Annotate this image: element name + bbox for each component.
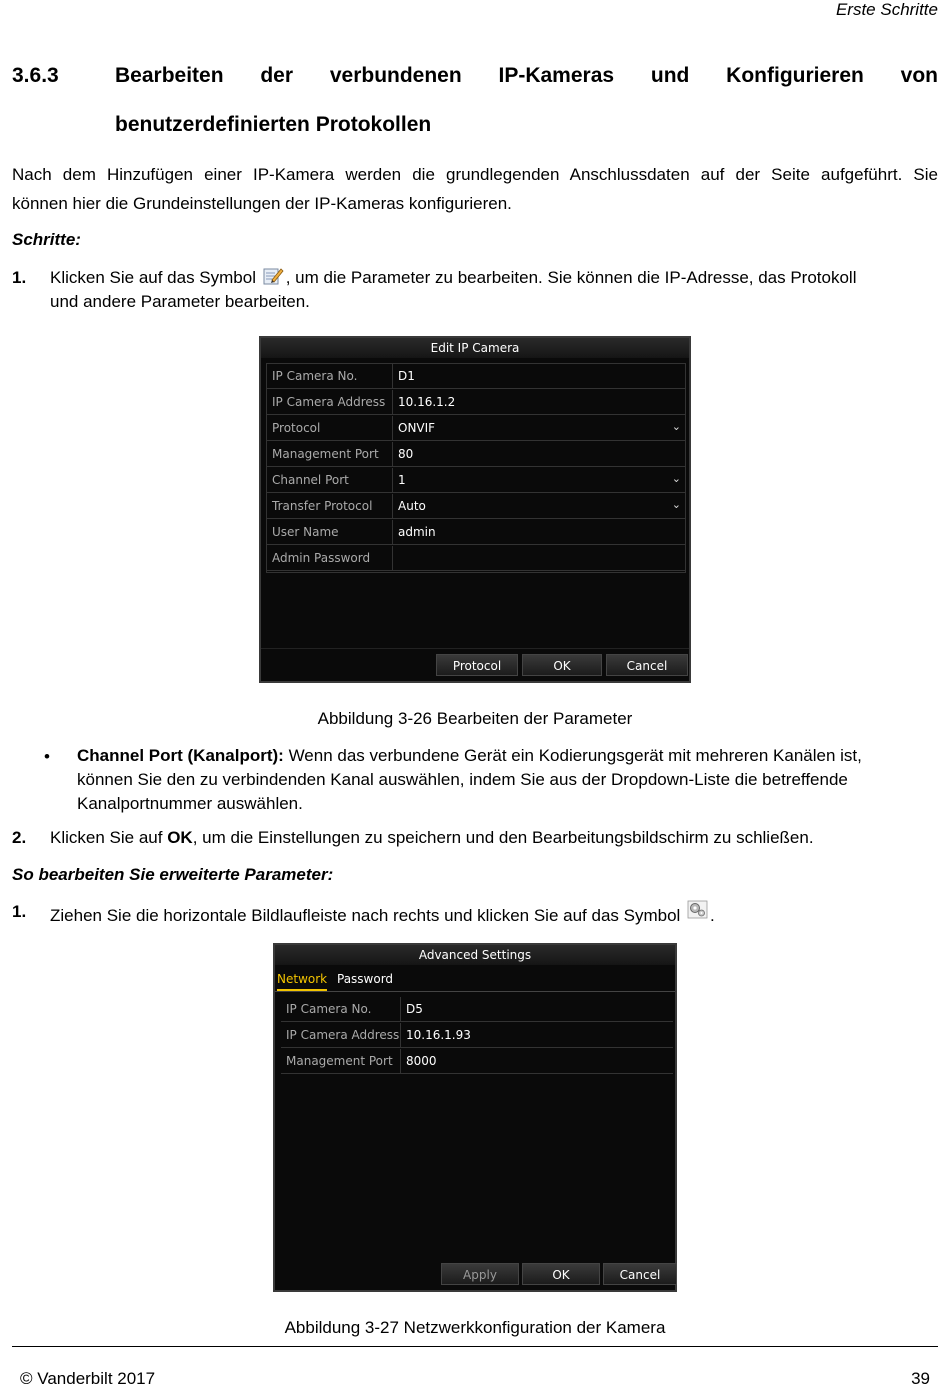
field-input[interactable]: admin <box>398 525 436 539</box>
field-select[interactable]: ONVIF <box>398 421 436 435</box>
field-input[interactable]: 10.16.1.93 <box>406 1028 471 1042</box>
page-number: 39 <box>911 1369 930 1388</box>
field-row <box>267 520 685 545</box>
field-input[interactable]: 8000 <box>406 1054 437 1068</box>
advanced-heading: So bearbeiten Sie erweiterte Parameter: <box>12 865 334 884</box>
adv-step1-text <box>50 900 938 928</box>
advanced-settings-dialog <box>273 943 677 1292</box>
footer-copyright: © Vanderbilt 2017 <box>20 1369 156 1388</box>
chevron-down-icon[interactable]: ⌄ <box>671 472 681 485</box>
tab-divider <box>275 991 675 992</box>
field-row <box>267 468 685 493</box>
dialog-title: Advanced Settings <box>275 945 675 965</box>
field-select[interactable]: Auto <box>398 499 426 513</box>
bullet-bold: Channel Port (Kanalport): <box>77 746 284 765</box>
field-row <box>267 364 685 389</box>
field-row <box>267 546 685 571</box>
tab-network[interactable]: Network <box>277 969 327 991</box>
field-input[interactable]: 10.16.1.2 <box>398 395 456 409</box>
chevron-down-icon[interactable]: ⌄ <box>671 420 681 433</box>
field-row <box>267 416 685 441</box>
field-label: Admin Password <box>267 546 393 570</box>
section-number: 3.6.3 <box>12 64 59 87</box>
edit-ip-camera-dialog <box>259 336 691 683</box>
step1-number: 1. <box>12 268 27 287</box>
cancel-button[interactable]: Cancel <box>603 1263 677 1285</box>
field-label: IP Camera Address <box>267 390 393 414</box>
field-label: IP Camera No. <box>267 364 393 388</box>
field-label: Transfer Protocol <box>267 494 393 518</box>
field-label: User Name <box>267 520 393 544</box>
field-row <box>281 1023 673 1048</box>
step2-before: Klicken Sie auf <box>50 828 168 847</box>
step2-bold: OK <box>167 828 193 847</box>
field-label: Protocol <box>267 416 393 440</box>
settings-icon <box>687 900 708 919</box>
field-input[interactable]: 80 <box>398 447 414 461</box>
field-input[interactable]: D5 <box>406 1002 423 1016</box>
step1-text-after: , um die Parameter zu bearbeiten. Sie können die IP-Adresse, das Protokoll <box>285 268 857 287</box>
adv-step1-text-main: Ziehen Sie die horizontale Bildlaufleiste nach rechts und klicken Sie auf das Symbol <box>50 906 681 925</box>
adv-step1-after: . <box>710 906 715 925</box>
edit-icon <box>263 266 284 285</box>
figure-caption-1: Abbildung 3-26 Bearbeiten der Parameter <box>317 709 633 728</box>
field-input[interactable]: D1 <box>398 369 415 383</box>
field-label: Management Port <box>281 1049 401 1073</box>
step1-text-before: Klicken Sie auf das Symbol <box>50 268 256 287</box>
field-row <box>281 997 673 1022</box>
field-row <box>267 494 685 519</box>
field-select[interactable]: 1 <box>398 473 406 487</box>
dialog-title: Edit IP Camera <box>261 338 689 358</box>
step1-line2: und andere Parameter bearbeiten. <box>50 292 310 311</box>
step2-text <box>50 826 938 850</box>
field-row <box>267 390 685 415</box>
section-title-line2: benutzerdefinierten Protokollen <box>115 113 432 136</box>
intro-line1: Nach dem Hinzufügen einer IP-Kamera werden die grundlegenden Anschlussdaten auf der Seite aufgeführt. Sie <box>12 165 938 184</box>
bullet-text <box>77 744 938 816</box>
figure-caption-2: Abbildung 3-27 Netzwerkkonfiguration der Kamera <box>284 1318 666 1337</box>
field-label: IP Camera Address <box>281 1023 401 1047</box>
step2-number: 2. <box>12 828 27 847</box>
bullet-line2: können Sie den zu verbindenden Kanal auswählen, indem Sie aus der Dropdown-Liste die betreffende <box>77 770 848 789</box>
field-row <box>267 442 685 467</box>
bullet-line1: Wenn das verbundene Gerät ein Kodierungsgerät mit mehreren Kanälen ist, <box>283 746 862 765</box>
divider <box>261 648 689 649</box>
steps-heading: Schritte: <box>12 230 81 249</box>
field-label: IP Camera No. <box>281 997 401 1021</box>
field-input[interactable] <box>393 546 685 570</box>
adv-step1-number: 1. <box>12 902 27 921</box>
chevron-down-icon[interactable]: ⌄ <box>671 498 681 511</box>
section-title-line1: Bearbeiten der verbundenen IP-Kameras und Konfigurieren von <box>115 64 938 87</box>
bullet-line3: Kanalportnummer auswählen. <box>77 794 303 813</box>
cancel-button[interactable]: Cancel <box>606 654 688 676</box>
step1-text <box>50 266 938 314</box>
ok-button[interactable]: OK <box>522 654 602 676</box>
field-label: Management Port <box>267 442 393 466</box>
ok-button[interactable]: OK <box>522 1263 600 1285</box>
field-label: Channel Port <box>267 468 393 492</box>
step2-after: , um die Einstellungen zu speichern und den Bearbeitungsbildschirm zu schließen. <box>192 828 814 847</box>
intro-line2: können hier die Grundeinstellungen der IP-Kameras konfigurieren. <box>12 194 512 213</box>
running-header: Erste Schritte <box>835 0 938 19</box>
field-row <box>281 1049 673 1074</box>
protocol-button[interactable]: Protocol <box>436 654 518 676</box>
footer-rule <box>12 1346 938 1347</box>
bullet-dot: • <box>44 747 50 766</box>
tab-password[interactable]: Password <box>337 972 394 986</box>
apply-button[interactable]: Apply <box>441 1263 519 1285</box>
